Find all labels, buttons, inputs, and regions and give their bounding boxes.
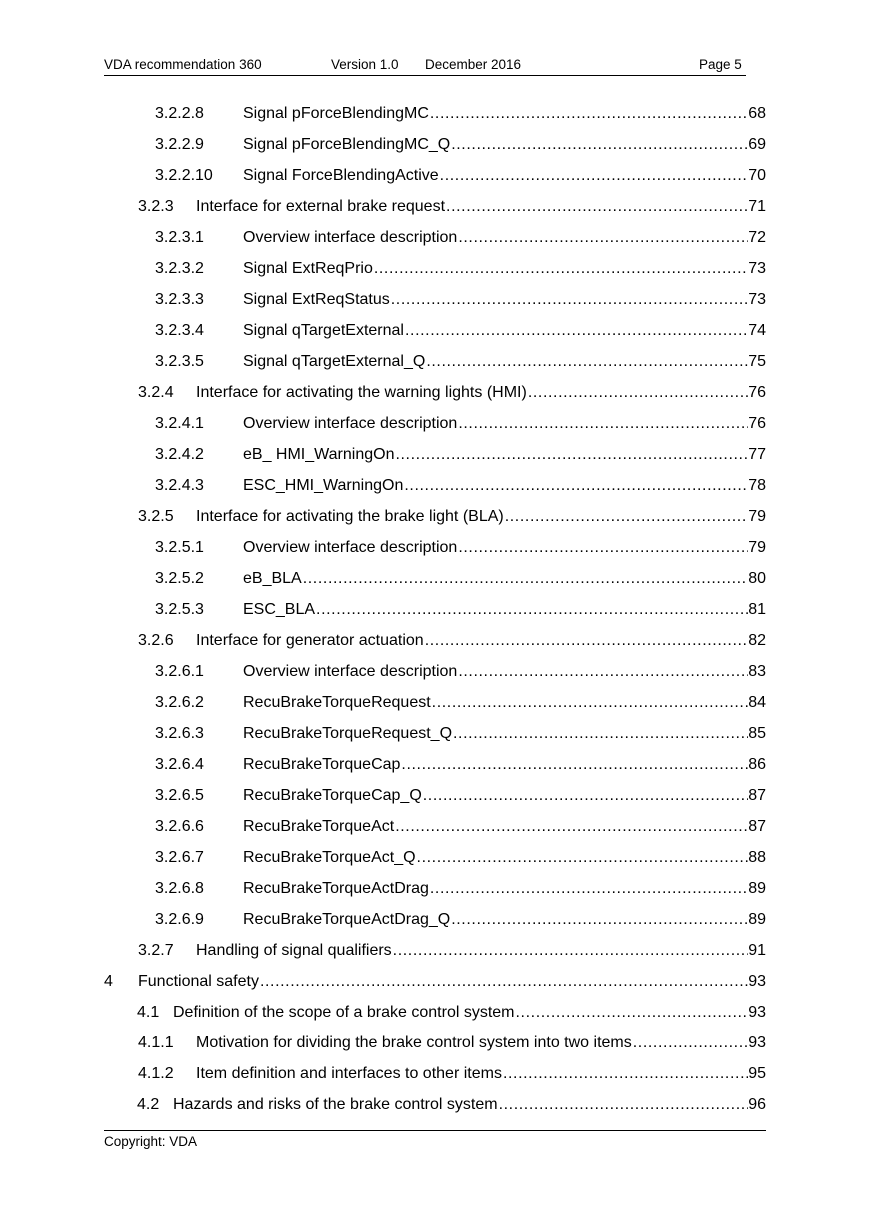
toc-entry-page: 93 bbox=[748, 1001, 766, 1025]
toc-entry-page: 82 bbox=[748, 629, 766, 653]
header-document-name: VDA recommendation 360 bbox=[104, 57, 262, 72]
toc-entry-title: Hazards and risks of the brake control system bbox=[173, 1093, 499, 1117]
toc-entry-page: 96 bbox=[748, 1093, 766, 1117]
toc-entry-title: Interface for activating the warning lights (HMI) bbox=[196, 381, 528, 405]
toc-entry[interactable] bbox=[155, 443, 766, 467]
dot-leader bbox=[446, 195, 748, 219]
dot-leader bbox=[430, 877, 748, 901]
toc-entry-page: 84 bbox=[748, 691, 766, 715]
dot-leader bbox=[426, 350, 748, 374]
toc-entry[interactable] bbox=[137, 1001, 766, 1025]
toc-entry-number: 3.2.3 bbox=[138, 198, 174, 215]
toc-entry-page: 87 bbox=[748, 784, 766, 808]
toc-entry-page: 79 bbox=[748, 505, 766, 529]
page-header bbox=[104, 57, 746, 76]
dot-leader bbox=[425, 629, 749, 653]
dot-leader bbox=[401, 753, 748, 777]
toc-entry-number: 3.2.3.2 bbox=[155, 260, 204, 277]
toc-entry-title: RecuBrakeTorqueRequest bbox=[243, 691, 432, 715]
dot-leader bbox=[417, 846, 749, 870]
toc-entry-number: 3.2.6.2 bbox=[155, 694, 204, 711]
toc-entry[interactable] bbox=[155, 102, 766, 126]
toc-entry[interactable] bbox=[155, 598, 766, 622]
toc-entry-page: 91 bbox=[748, 939, 766, 963]
toc-entry[interactable] bbox=[138, 1031, 766, 1055]
toc-entry-page: 76 bbox=[748, 381, 766, 405]
dot-leader bbox=[499, 1093, 749, 1117]
toc-entry-page: 76 bbox=[748, 412, 766, 436]
toc-entry-number: 3.2.6.7 bbox=[155, 849, 204, 866]
toc-entry-page: 89 bbox=[748, 908, 766, 932]
toc-entry[interactable] bbox=[155, 288, 766, 312]
dot-leader bbox=[453, 722, 748, 746]
toc-entry[interactable] bbox=[138, 629, 766, 653]
toc-entry-title: Definition of the scope of a brake control system bbox=[173, 1001, 516, 1025]
toc-entry-title: ESC_HMI_WarningOn bbox=[243, 474, 404, 498]
dot-leader bbox=[633, 1031, 748, 1055]
toc-entry-number: 3.2.5 bbox=[138, 508, 174, 525]
toc-entry-title: Motivation for dividing the brake control system into two items bbox=[196, 1031, 633, 1055]
toc-entry-title: RecuBrakeTorqueAct bbox=[243, 815, 395, 839]
toc-entry[interactable] bbox=[155, 257, 766, 281]
toc-entry-title: Overview interface description bbox=[243, 226, 458, 250]
page-footer bbox=[104, 1130, 766, 1149]
toc-entry[interactable] bbox=[155, 567, 766, 591]
dot-leader bbox=[505, 505, 748, 529]
dot-leader bbox=[458, 536, 748, 560]
toc-entry[interactable] bbox=[137, 1093, 766, 1117]
toc-entry-title: Overview interface description bbox=[243, 536, 458, 560]
toc-entry-number: 3.2.6.4 bbox=[155, 756, 204, 773]
toc-entry-number: 3.2.6.1 bbox=[155, 663, 204, 680]
toc-entry-title: Signal ForceBlendingActive bbox=[243, 164, 440, 188]
toc-entry-title: Overview interface description bbox=[243, 660, 458, 684]
dot-leader bbox=[432, 691, 749, 715]
toc-entry-number: 3.2.6 bbox=[138, 632, 174, 649]
toc-entry-title: Item definition and interfaces to other items bbox=[196, 1062, 503, 1086]
dot-leader bbox=[458, 412, 748, 436]
dot-leader bbox=[316, 598, 748, 622]
footer-copyright: Copyright: VDA bbox=[104, 1134, 198, 1149]
toc-entry-number: 3.2.5.2 bbox=[155, 570, 204, 587]
dot-leader bbox=[451, 908, 748, 932]
toc-entry[interactable] bbox=[155, 350, 766, 374]
dot-leader bbox=[391, 288, 748, 312]
toc-entry-number: 4.2 bbox=[137, 1096, 160, 1113]
toc-entry-page: 78 bbox=[748, 474, 766, 498]
toc-entry[interactable] bbox=[155, 815, 766, 839]
toc-entry-number: 3.2.5.3 bbox=[155, 601, 204, 618]
toc-entry-number: 3.2.4.3 bbox=[155, 477, 204, 494]
toc-entry-title: Functional safety bbox=[138, 970, 260, 994]
dot-leader bbox=[303, 567, 748, 591]
toc-entry-title: Signal qTargetExternal_Q bbox=[243, 350, 426, 374]
toc-entry[interactable] bbox=[155, 412, 766, 436]
toc-entry-title: Handling of signal qualifiers bbox=[196, 939, 393, 963]
toc-entry[interactable] bbox=[155, 784, 766, 808]
toc-entry-page: 93 bbox=[748, 1031, 766, 1055]
header-page-number: Page 5 bbox=[699, 57, 742, 72]
toc-entry-page: 87 bbox=[748, 815, 766, 839]
toc-entry-title: Signal ExtReqPrio bbox=[243, 257, 374, 281]
toc-entry-number: 3.2.7 bbox=[138, 942, 174, 959]
dot-leader bbox=[395, 815, 748, 839]
toc-entry-title: Signal qTargetExternal bbox=[243, 319, 405, 343]
toc-entry-title: RecuBrakeTorqueActDrag_Q bbox=[243, 908, 451, 932]
toc-entry[interactable] bbox=[155, 691, 766, 715]
toc-entry-title: Interface for generator actuation bbox=[196, 629, 425, 653]
toc-entry-page: 80 bbox=[748, 567, 766, 591]
toc-entry-title: Signal ExtReqStatus bbox=[243, 288, 391, 312]
toc-entry[interactable] bbox=[155, 536, 766, 560]
toc-entry[interactable] bbox=[138, 381, 766, 405]
toc-entry[interactable] bbox=[104, 970, 766, 994]
dot-leader bbox=[458, 226, 748, 250]
toc-entry-title: Signal pForceBlendingMC_Q bbox=[243, 133, 451, 157]
toc-entry-page: 85 bbox=[748, 722, 766, 746]
toc-entry-number: 3.2.3.1 bbox=[155, 229, 204, 246]
toc-entry-number: 4.1.1 bbox=[138, 1034, 174, 1051]
toc-entry-page: 93 bbox=[748, 970, 766, 994]
toc-entry-number: 3.2.5.1 bbox=[155, 539, 204, 556]
dot-leader bbox=[430, 102, 748, 126]
toc-entry-number: 3.2.3.5 bbox=[155, 353, 204, 370]
toc-entry-title: RecuBrakeTorqueCap_Q bbox=[243, 784, 423, 808]
toc-entry-page: 70 bbox=[748, 164, 766, 188]
toc-entry-page: 72 bbox=[748, 226, 766, 250]
dot-leader bbox=[458, 660, 748, 684]
toc-entry-page: 69 bbox=[748, 133, 766, 157]
toc-entry-page: 83 bbox=[748, 660, 766, 684]
toc-entry-page: 74 bbox=[748, 319, 766, 343]
toc-entry-page: 75 bbox=[748, 350, 766, 374]
dot-leader bbox=[393, 939, 749, 963]
toc-entry-title: RecuBrakeTorqueActDrag bbox=[243, 877, 430, 901]
toc-entry-number: 3.2.4.2 bbox=[155, 446, 204, 463]
toc-entry-title: Interface for external brake request bbox=[196, 195, 446, 219]
toc-entry-page: 88 bbox=[748, 846, 766, 870]
toc-entry-page: 89 bbox=[748, 877, 766, 901]
toc-entry-page: 79 bbox=[748, 536, 766, 560]
toc-entry[interactable] bbox=[155, 753, 766, 777]
toc-entry-page: 68 bbox=[748, 102, 766, 126]
dot-leader bbox=[423, 784, 748, 808]
toc-entry[interactable] bbox=[138, 505, 766, 529]
toc-entry[interactable] bbox=[138, 195, 766, 219]
toc-entry-title: eB_BLA bbox=[243, 567, 303, 591]
toc-entry-title: RecuBrakeTorqueRequest_Q bbox=[243, 722, 453, 746]
toc-entry[interactable] bbox=[155, 722, 766, 746]
toc-entry-number: 3.2.6.5 bbox=[155, 787, 204, 804]
toc-entry[interactable] bbox=[155, 164, 766, 188]
toc-entry-page: 77 bbox=[748, 443, 766, 467]
dot-leader bbox=[405, 319, 748, 343]
toc-entry-page: 71 bbox=[748, 195, 766, 219]
toc-entry-title: RecuBrakeTorqueAct_Q bbox=[243, 846, 417, 870]
toc-entry[interactable] bbox=[155, 133, 766, 157]
toc-entry-number: 3.2.6.3 bbox=[155, 725, 204, 742]
toc-entry-number: 3.2.4.1 bbox=[155, 415, 204, 432]
toc-entry-number: 3.2.6.9 bbox=[155, 911, 204, 928]
toc-entry-number: 3.2.3.3 bbox=[155, 291, 204, 308]
toc-entry[interactable] bbox=[138, 1062, 766, 1086]
toc-entry[interactable] bbox=[155, 877, 766, 901]
dot-leader bbox=[528, 381, 748, 405]
toc-entry[interactable] bbox=[155, 908, 766, 932]
toc-entry-number: 4 bbox=[104, 973, 113, 990]
toc-entry-title: eB_ HMI_WarningOn bbox=[243, 443, 395, 467]
dot-leader bbox=[260, 970, 748, 994]
dot-leader bbox=[374, 257, 748, 281]
toc-entry-page: 73 bbox=[748, 288, 766, 312]
toc-entry-title: RecuBrakeTorqueCap bbox=[243, 753, 401, 777]
toc-entry-number: 3.2.3.4 bbox=[155, 322, 204, 339]
toc-entry-number: 3.2.6.8 bbox=[155, 880, 204, 897]
toc-entry-number: 4.1.2 bbox=[138, 1065, 174, 1082]
toc-entry[interactable] bbox=[155, 660, 766, 684]
toc-entry-number: 3.2.2.10 bbox=[155, 167, 213, 184]
toc-entry-title: Signal pForceBlendingMC bbox=[243, 102, 430, 126]
toc-entry-title: Overview interface description bbox=[243, 412, 458, 436]
toc-entry-number: 3.2.2.8 bbox=[155, 105, 204, 122]
toc-entry[interactable] bbox=[155, 319, 766, 343]
toc-entry[interactable] bbox=[155, 226, 766, 250]
header-version: Version 1.0 bbox=[331, 57, 399, 72]
dot-leader bbox=[404, 474, 748, 498]
toc-entry[interactable] bbox=[138, 939, 766, 963]
toc-entry-number: 3.2.6.6 bbox=[155, 818, 204, 835]
dot-leader bbox=[451, 133, 748, 157]
toc-entry-number: 4.1 bbox=[137, 1004, 160, 1021]
toc-entry-number: 3.2.4 bbox=[138, 384, 174, 401]
toc-entry-title: Interface for activating the brake light (BLA) bbox=[196, 505, 505, 529]
toc-entry[interactable] bbox=[155, 846, 766, 870]
toc-entry-page: 81 bbox=[748, 598, 766, 622]
dot-leader bbox=[395, 443, 748, 467]
toc-entry-page: 73 bbox=[748, 257, 766, 281]
dot-leader bbox=[440, 164, 749, 188]
toc-entry[interactable] bbox=[155, 474, 766, 498]
toc-entry-title: ESC_BLA bbox=[243, 598, 316, 622]
dot-leader bbox=[503, 1062, 748, 1086]
toc-entry-page: 86 bbox=[748, 753, 766, 777]
toc-entry-number: 3.2.2.9 bbox=[155, 136, 204, 153]
header-date: December 2016 bbox=[425, 57, 522, 72]
toc-entry-page: 95 bbox=[748, 1062, 766, 1086]
dot-leader bbox=[516, 1001, 749, 1025]
